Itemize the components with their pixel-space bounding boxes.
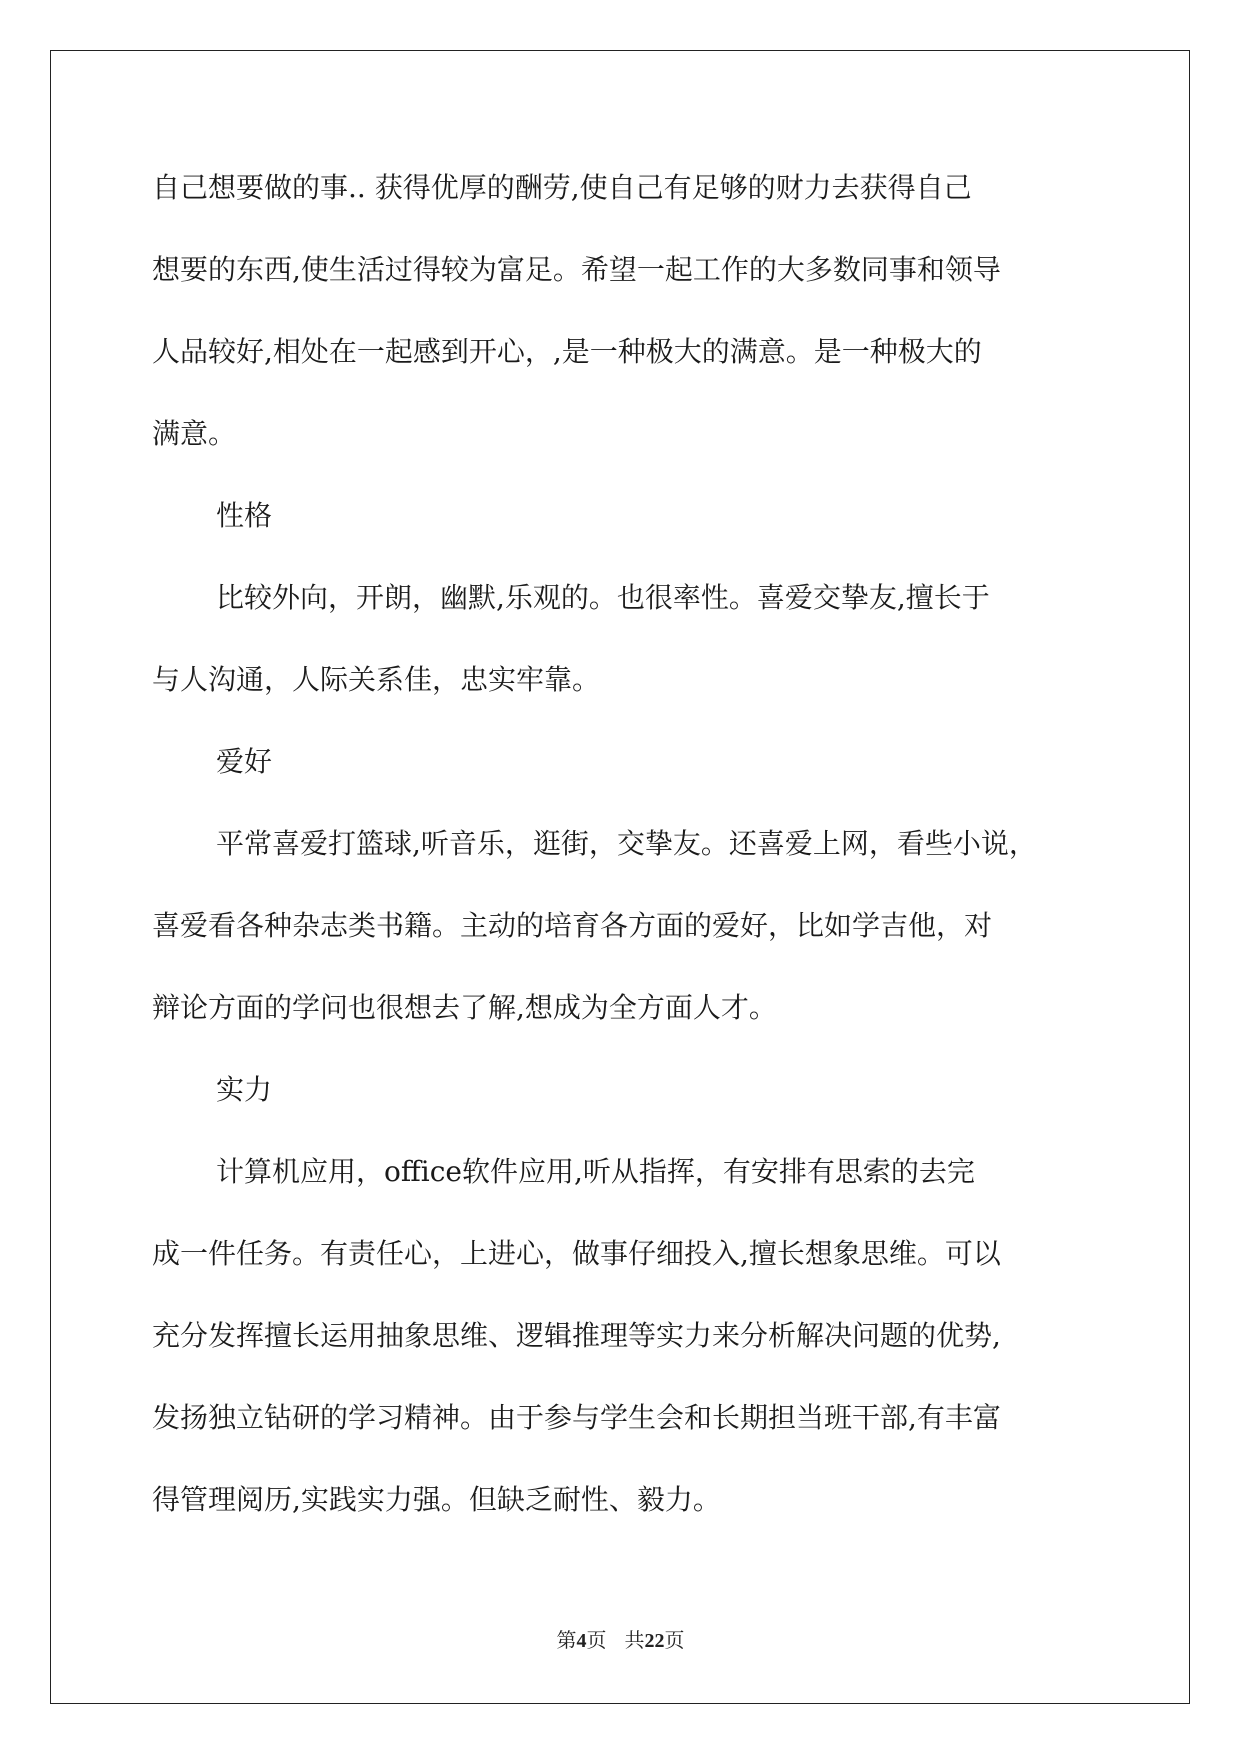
text-line: 爱好 — [216, 745, 273, 778]
text-line: 性格 — [216, 499, 273, 532]
footer-total-prefix: 共 — [624, 1628, 645, 1652]
footer-page-number: 4 — [576, 1630, 587, 1652]
text-line: 喜爱看各种杂志类书籍。主动的培育各方面的爱好，比如学吉他，对 — [152, 909, 993, 942]
text-line: 计算机应用，office软件应用,听从指挥，有安排有思索的去完 — [216, 1155, 975, 1188]
text-line: 实力 — [216, 1073, 273, 1106]
footer-total-suffix: 页 — [664, 1628, 685, 1652]
text-line: 想要的东西,使生活过得较为富足。希望一起工作的大多数同事和领导 — [152, 253, 1001, 286]
text-line: 平常喜爱打篮球,听音乐，逛街，交挚友。还喜爱上网，看些小说， — [216, 827, 1037, 860]
text-line: 充分发挥擅长运用抽象思维、逻辑推理等实力来分析解决问题的优势, — [152, 1319, 1001, 1352]
text-line: 发扬独立钻研的学习精神。由于参与学生会和长期担当班干部,有丰富 — [152, 1401, 1001, 1434]
text-line: 满意。 — [152, 417, 237, 450]
document-body — [152, 160, 1092, 1554]
text-line: 自己想要做的事.. 获得优厚的酬劳,使自己有足够的财力去获得自己 — [152, 171, 972, 204]
text-line: 成一件任务。有责任心，上进心，做事仔细投入,擅长想象思维。可以 — [152, 1237, 1001, 1270]
text-line: 人品较好,相处在一起感到开心，,是一种极大的满意。是一种极大的 — [152, 335, 982, 368]
text-line: 与人沟通，人际关系佳，忠实牢靠。 — [152, 663, 601, 696]
page-footer — [0, 1624, 1241, 1653]
footer-page-prefix: 第 — [556, 1628, 577, 1652]
footer-page-suffix: 页 — [586, 1628, 607, 1652]
footer-total-pages: 22 — [644, 1630, 665, 1652]
text-line: 比较外向，开朗，幽默,乐观的。也很率性。喜爱交挚友,擅长于 — [216, 581, 990, 614]
text-line: 辩论方面的学问也很想去了解,想成为全方面人才。 — [152, 991, 777, 1024]
text-line: 得管理阅历,实践实力强。但缺乏耐性、毅力。 — [152, 1483, 721, 1516]
